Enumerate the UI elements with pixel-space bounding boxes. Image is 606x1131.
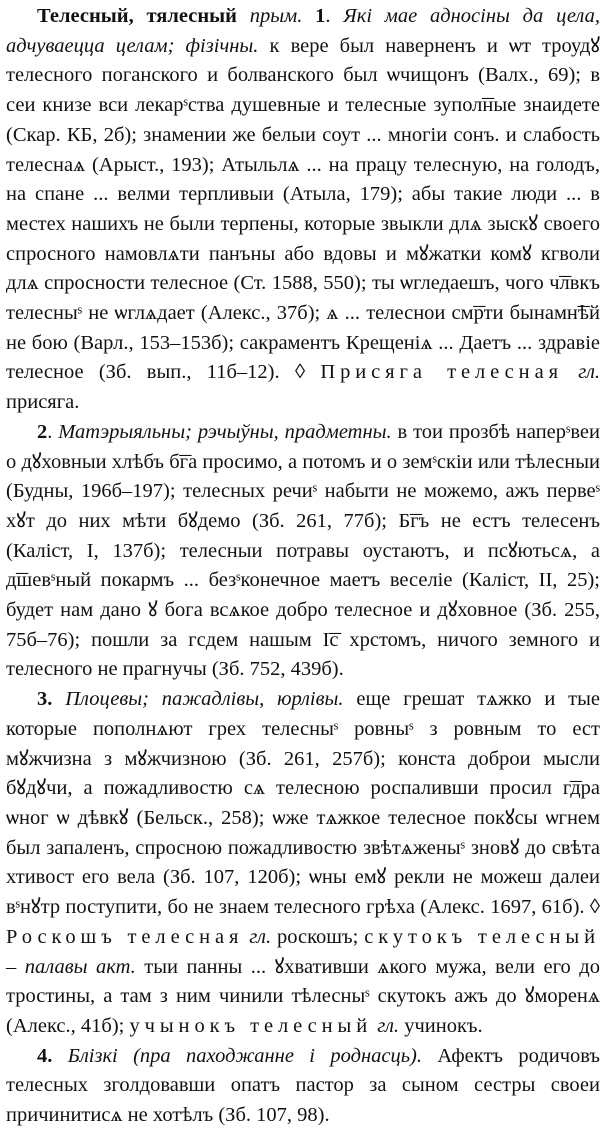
phrase-headword: Роскошъ телесная	[6, 925, 244, 948]
phrase-citation: тыи панны ... ꙋхвативши ѧкого мужа, вели его до тростины, а там з ним чинили тѣлесныˢ скутокъ ажъ до ꙋморенѧ (Алекс., 41б);	[6, 955, 600, 1037]
sense-4-paragraph	[6, 1042, 600, 1131]
phrase-pos: гл.	[377, 1014, 400, 1037]
sense-citations: к вере был наверненъ и ѡт троудꙋ телесного поганского и болванского был ѡчищонъ (Валх., 69); в сеи книзе вси лекарˢства душевные и телесные зупол͞ные знаидете (Скар. КБ, 2б); знамении же белыи соут ... многіи сонъ. и слабость телеснаѧ (Арыст., 193); Атыльлѧ ... на працу телесную, на голодъ, на спане ... велми терпливыи (Атыла, 179); абы такие люди ... в местех нашихъ не были терпены, которые звыкли длѧ зыскꙋ своего спросного намовлѧти панъны або вдовы и мꙋжатки комꙋ кгволи длѧ спросности телесное (Ст. 1588, 550); ты ѡгледаешъ, чого ч͞лвкъ телесныˢ не ѡглѧдает (Алекс., 37б); ѧ ... телеснои см͞рти бынамн͞ѣй не бою (Варл., 153–153б); сакраментъ Крещеніѧ ... Даетъ ... здравіе телесное (Зб. вып., 11б–12).	[6, 34, 600, 384]
headword: Телесный, тялесный	[37, 5, 237, 27]
phrase-pos: гл.	[249, 925, 272, 948]
sense-number: 1	[315, 5, 326, 27]
part-of-speech: прым.	[249, 5, 303, 27]
phrase-reference: учинокъ.	[404, 1014, 483, 1037]
sense-2-paragraph: 2. Матэрыяльны; рэчыўны, прадметны. в тои прозбѣ наперˢвеи о дꙋховныи хлѣбъ б͞га просимо, а потомъ и о земˢскіи или тѣлесныи (Будны, 196б–197); телесных речиˢ набыти не можемо, ажъ первеˢ хꙋт до них мѣти бꙋдемо (Зб. 261, 77б); Б͞гъ не естъ телесенъ (Каліст, І, 137б); телесныи потравы оустаютъ, и псꙋютьсѧ, а д͞шевˢный покармъ ... безˢконечное маетъ веселіе (Каліст, ІІ, 25); будет нам дано ꙋ бога всѧкое добро телесное и дꙋховное (Зб. 255, 75б–76); пошли за гсдем нашым І͞с хрстомъ, ничого земного и телесного не прагнучы (Зб. 752, 439б).	[6, 420, 600, 681]
phrase-headword: Присяга телесная	[320, 361, 563, 384]
sense-gloss: Блізкі (пра паходжанне і роднасць).	[67, 1044, 423, 1067]
phrase-gloss: – палавы акт.	[6, 955, 136, 978]
phrase-reference: роскошъ;	[276, 925, 359, 948]
phrase-mark: ◊	[294, 361, 306, 384]
sense-gloss: Плоцевы; пажадлівы, юрлівы.	[65, 688, 344, 711]
sense-number: 3.	[37, 688, 53, 711]
sense-citations: Афектъ родичовъ телесных зголдовавши опатъ пастор за сыном сестры своеи причинитисѧ не хотѣлъ (Зб. 107, 98).	[6, 1044, 601, 1127]
sense-citations: еще грешат тѧжко и тые которые пополнѧют грех телесныˢ ровныˢ з ровным то ест мꙋжчизна з мꙋжчизною (Зб. 261, 257б); конста доброи мысли бꙋдꙋчи, а пожадливостю сѧ телесною роспаливши просил г͞дра ѡног ѡ дѣвкꙋ (Бельск., 258); ѡже тѧжкое телесное покꙋсы ѡгнем был запаленъ, спросною пожадливостю звѣтѧженыˢ зновꙋ до свѣта хтивост его вела (Зб. 107, 120б); ѡны емꙋ рекли не можеш далеи вˢнꙋтр поступити, бо не знаем телесного грѣха (Алекс. 1697, 61б).	[6, 688, 600, 919]
phrase-headword: учынокъ телесный	[129, 1014, 373, 1037]
sense-citations: в тои прозбѣ наперˢвеи о дꙋховныи хлѣбъ б͞га просимо, а потомъ и о земˢскіи или тѣлесныи (Будны, 196б–197); телесных речиˢ набыти не можемо, ажъ первеˢ хꙋт до них мѣти бꙋдемо (Зб. 261, 77б); Б͞гъ не естъ телесенъ (Каліст, І, 137б); телесныи потравы оустаютъ, и псꙋютьсѧ, а д͞шевˢный покармъ ... безˢконечное маетъ веселіе (Каліст, ІІ, 25); будет нам дано ꙋ бога всѧкое добро телесное и дꙋховное (Зб. 255, 75б–76); пошли за гсдем нашым І͞с хрстомъ, ничого земного и телесного не прагнучы (Зб. 752, 439б).	[6, 420, 600, 681]
phrase-mark: ◊	[589, 896, 601, 919]
phrase-reference: присяга.	[6, 391, 80, 414]
sense-3-paragraph	[6, 685, 600, 1041]
phrase-headword: скутокъ телесный	[364, 925, 601, 948]
phrase-pos: гл.	[578, 361, 601, 384]
sense-gloss: Матэрыяльны; рэчыўны, прадметны.	[58, 420, 392, 443]
sense-number: 2	[37, 420, 48, 443]
sense-number: 4.	[37, 1044, 53, 1067]
sense-gloss: Які мае адносіны да цела, адчуваецца целам; фізічны.	[6, 5, 600, 57]
sense-1-paragraph: Телесный, тялесный прым. 1. Які мае адносіны да цела, адчуваецца целам; фізічны. к вере был наверненъ и ѡт троудꙋ телесного поганского и болванского был ѡчищонъ (Валх., 69); в сеи книзе вси лекарˢства душевные и телесные зупол͞ные знаидете (Скар. КБ, 2б); знамении же белыи соут ... многіи сонъ. и слабость телеснаѧ (Арыст., 193); Атыльлѧ ... на працу телесную, на голодъ, на спане ... велми терпливыи (Атыла, 179); абы такие люди ... в местех нашихъ не были терпены, которые звыкли длѧ зыскꙋ своего спросного намовлѧти панъны або вдовы и мꙋжатки комꙋ кгволи длѧ спросности телесное (Ст. 1588, 550); ты ѡгледаешъ, чого ч͞лвкъ телесныˢ не ѡглѧдает (Алекс., 37б); ѧ ... телеснои см͞рти бынамн͞ѣй не бою (Варл., 153–153б); сакраментъ Крещеніѧ ... Даетъ ... здравіе телесное (Зб. вып., 11б–12). ◊ Присяга телесная гл. присяга.	[6, 5, 601, 414]
dictionary-entry	[6, 2, 600, 1131]
